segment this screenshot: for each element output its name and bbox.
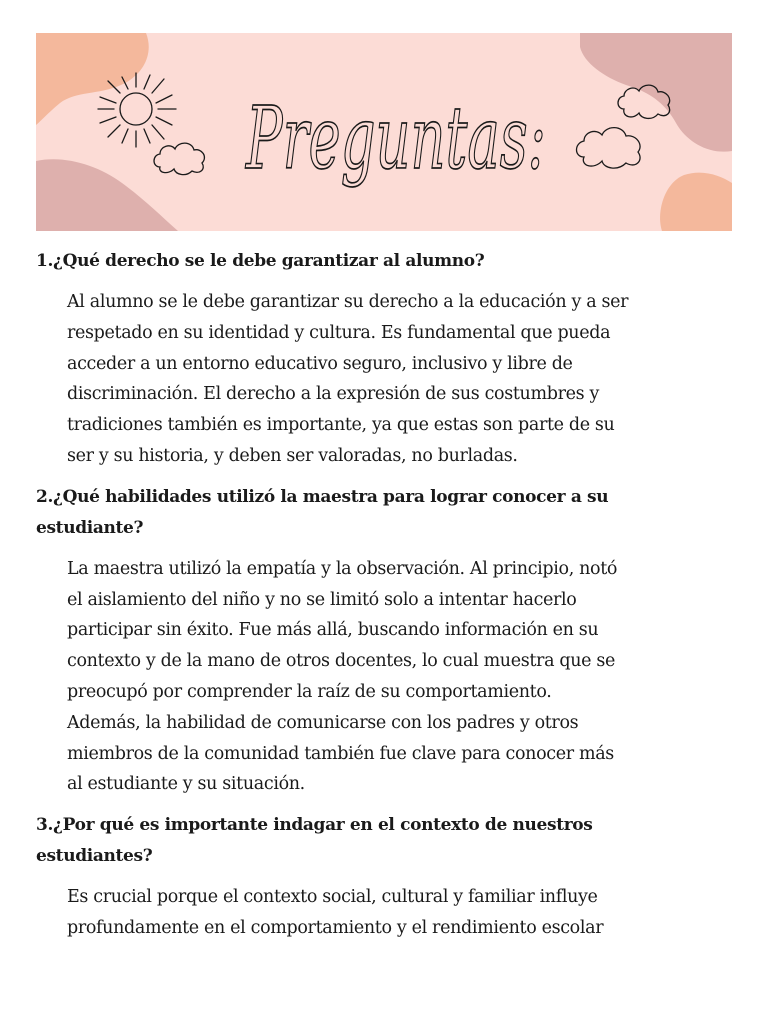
answer-line: discriminación. El derecho a la expresión de sus costumbres y: [67, 384, 599, 405]
answer-line: participar sin éxito. Fue más allá, buscando información en su: [67, 620, 599, 641]
question-1: 1.¿Qué derecho se le debe garantizar al alumno?: [36, 251, 485, 271]
answer-line: ser y su historia, y deben ser valoradas, no burladas.: [67, 445, 518, 466]
answer-line: el aislamiento del niño y no se limitó solo a intentar hacerlo: [67, 589, 577, 610]
answer-line: Además, la habilidad de comunicarse con los padres y otros: [67, 712, 579, 733]
answer-2: [67, 554, 732, 800]
answer-line: acceder a un entorno educativo seguro, inclusivo y libre de: [67, 353, 573, 374]
header-banner: [36, 33, 732, 231]
answer-line: tradiciones también es importante, ya que estas son parte de su: [67, 415, 615, 436]
question-line: estudiantes?: [36, 846, 153, 867]
answer-line: al estudiante y su situación.: [67, 774, 305, 795]
answer-line: Al alumno se le debe garantizar su derecho a la educación y a ser: [67, 292, 629, 312]
qa-content: [36, 246, 732, 954]
question-line: 2.¿Qué habilidades utilizó la maestra para lograr conocer a su: [36, 486, 609, 507]
answer-line: respetado en su identidad y cultura. Es fundamental que pueda: [67, 322, 611, 343]
question-line: estudiante?: [36, 517, 144, 538]
question-2: [36, 482, 732, 544]
answer-line: miembros de la comunidad también fue clave para conocer más: [67, 743, 614, 764]
question-line: 3.¿Por qué es importante indagar en el contexto de nuestros: [36, 815, 593, 836]
answer-1: [67, 287, 732, 472]
answer-line: profundamente en el comportamiento y el rendimiento escolar: [67, 917, 604, 938]
question-3: [36, 810, 732, 872]
answer-3: [67, 882, 732, 944]
answer-line: Es crucial porque el contexto social, cultural y familiar influye: [67, 887, 598, 908]
banner-title: Preguntas:: [244, 89, 546, 189]
banner-title-svg: [36, 33, 732, 231]
answer-line: preocupó por comprender la raíz de su comportamiento.: [67, 681, 552, 702]
answer-line: contexto y de la mano de otros docentes, lo cual muestra que se: [67, 651, 615, 672]
answer-line: La maestra utilizó la empatía y la observación. Al principio, notó: [67, 558, 618, 579]
